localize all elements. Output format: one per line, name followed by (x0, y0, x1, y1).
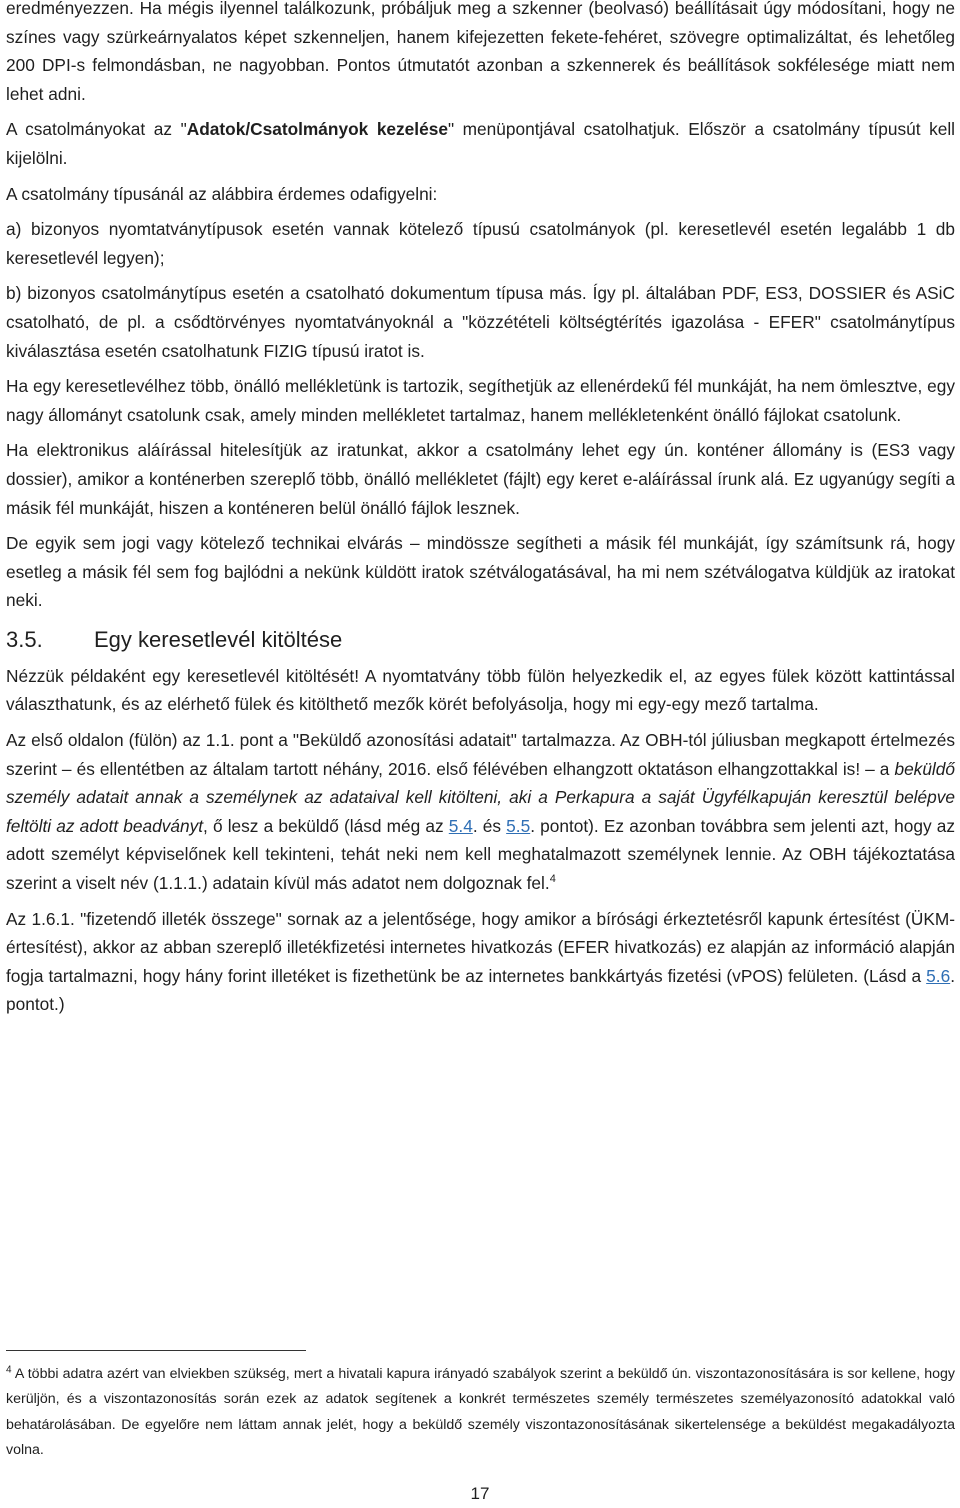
text-segment: . és (472, 815, 507, 836)
page-number: 17 (470, 1484, 490, 1503)
paragraph-sender-data (6, 726, 955, 898)
section-number: 3.5. (6, 626, 43, 652)
paragraph-attachments-menu (6, 115, 955, 172)
paragraph-attachment-type-intro: A csatolmány típusánál az alábbira érdemes odafigyelni: (6, 183, 438, 204)
paragraph-scanner-settings: eredményezzen. Ha mégis ilyennel találkozunk, próbáljuk meg a szkenner (beolvasó) beállításait úgy módosítani, hogy ne színes vagy szürkeárnyalatos képet szkenneljen, hanem kifejezetten fekete-fehéret, szövegre optimalizáltat, és lehetőleg 200 DPI-s felmondásban, ne nagyobban. Pontos útmutatót azonban a szkennerek és beállítások sokfélesége miatt nem lehet adni. (6, 0, 955, 104)
paragraph-not-mandatory: De egyik sem jogi vagy kötelező technikai elvárás – mindössze segítheti a másik fél munkáját, így számítsunk rá, hogy esetleg a másik fél sem fog bajlódni a nekünk küldött iratok szétválogatásával, ha mi nem szétválogatva küldjük az iratokat neki. (6, 533, 955, 611)
footnote-reference[interactable]: 4 (549, 873, 556, 886)
section-heading (6, 622, 955, 658)
footnote (6, 1362, 955, 1464)
paragraph-multiple-attachments: Ha egy keresetlevélhez több, önálló mellékletünk is tartozik, segíthetjük az ellenérdekű fél munkáját, ha nem ömlesztve, egy nagy állományt csatolunk csak, amely minden mellékletet tartalmaz, hanem mellékletenként önálló fájlokat csatolunk. (6, 376, 955, 425)
paragraph-item-a: a) bizonyos nyomtatványtípusok esetén vannak kötelező típusú csatolmányok (pl. keresetlevél esetén legalább 1 db keresetlevél legyen); (6, 219, 955, 268)
document-page (6, 0, 955, 1026)
menu-name: Adatok/Csatolmányok kezelése (186, 119, 448, 140)
paragraph-container-file: Ha elektronikus aláírással hitelesítjük az iratunkat, akkor a csatolmány lehet egy ún. konténer állomány is (ES3 vagy dossier), amikor a konténerben szereplő több, önálló mellékletet (fájlt) egy keret e-aláírással írunk alá. Ez ugyanúgy segíti a másik fél munkáját, hiszen a konténeren belül önálló fájlok lesznek. (6, 440, 955, 518)
text-segment: Az első oldalon (fülön) az 1.1. pont a "Beküldő azonosítási adatait" tartalmazza. Az OBH-tól júliusban megkapott értelmezés szerint – és ellentétben az általam tartott néhány, 2016. első félévében elhangzott oktatáson elhangzottakkal is! – a (6, 730, 955, 779)
text-segment: , ő lesz a beküldő (lásd még az (203, 815, 449, 836)
text-segment: . pontot.) (6, 965, 955, 1015)
paragraph-example-intro: Nézzük példaként egy keresetlevél kitöltését! A nyomtatvány több fülön helyezkedik el, az egyes fülek között kattintással választhatunk, és az elérhető fülek és kitölthető mezők körét befolyásolja, hogy mi egy-egy mező tartalma. (6, 665, 955, 715)
paragraph-fee-amount (6, 905, 955, 1019)
footnote-marker: 4 (6, 1364, 12, 1376)
text-segment: " menüpontjával csatolhatjuk. Először a csatolmány típusút kell kijelölni. (6, 119, 955, 168)
link-section-5-5[interactable]: 5.5 (506, 815, 531, 836)
paragraph-item-b: b) bizonyos csatolmánytípus esetén a csatolható dokumentum típusa más. Így pl. általában PDF, ES3, DOSSIER és ASiC csatolható, de pl. a csődtörvényes nyomtatványoknál a "közzétételi költségtérítés igazolása - EFER" csatolmánytípus kiválasztása esetén csatolhatunk FIZIG típusú iratot is. (6, 283, 955, 361)
text-segment: . pontot). Ez azonban továbbra sem jelenti azt, hogy az adott személyt képviselőnek kell tekinteni, tehát neki nem kell meghatalmazott személynek lennie. Az OBH tájékoztatása szerint a viselt név (1.1.1.) adatain kívül más adatot nem dolgoznak fel. (6, 815, 955, 894)
link-section-5-4[interactable]: 5.4 (448, 815, 473, 836)
text-segment: Az 1.6.1. "fizetendő illeték összege" sornak az a jelentősége, hogy amikor a bírósági érkeztetésről kapunk értesítést (ÜKM-értesítést), akkor az abban szereplő illetékfizetési internetes hivatkozás (EFER hivatkozás) ez alapján az információ alapján fogja tartalmazni, hogy hány forint illetéket is fizethetünk be az internetes bankkártyás fizetési (vPOS) felületen. (Lásd a (6, 908, 955, 986)
section-title: Egy keresetlevél kitöltése (94, 626, 343, 652)
footnote-text: A többi adatra azért van elviekben szükség, mert a hivatali kapura irányadó szabályok szerint a beküldő ún. viszontazonosítására is sor kellene, hogy kerüljön, és a viszontazonosítás során ezek az adatok segítenek a konkrét természetes személy természetes személyazonosító adatokkal való behatárolásában. De egyelőre nem láttam annak jelét, hogy a beküldő személy viszontazonosításának sikertelensége a beküldést megakadályozta volna. (6, 1366, 955, 1459)
text-segment: A csatolmányokat az " (6, 119, 187, 140)
link-section-5-6[interactable]: 5.6 (926, 965, 951, 986)
emphasized-text: beküldő személy adatait annak a személynek az adataival kell kitölteni, aki a Perkapura a saját Ügyfélkapuján keresztül belépve feltölti az adott beadványt (6, 758, 955, 836)
footnote-separator (6, 1350, 306, 1351)
